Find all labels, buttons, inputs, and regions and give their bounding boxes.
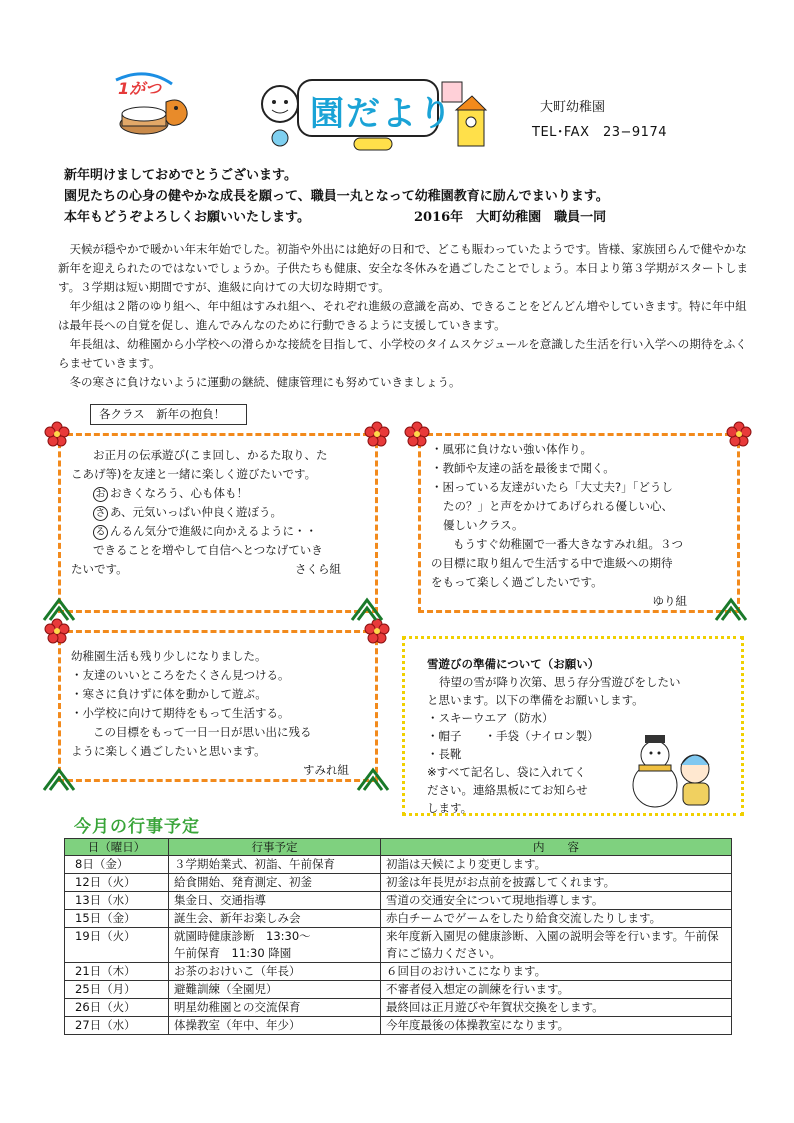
plum-flower-icon [364,421,390,447]
snow-play-notice [402,636,744,816]
schedule-event: 給食開始、発育測定、初釜 [169,874,381,892]
snow-text: 待望の雪が降り次第、思う存分雪遊びをしたい [439,675,681,689]
schedule-content: 最終回は正月遊びや年賀状交換をします。 [381,999,732,1017]
sakura-text: できることを増やして自信へとつなげていき [93,543,323,557]
pine-branch-icon [42,594,76,624]
intro-paragraph: 天候が穏やかで暖かい年末年始でした。初詣や外出には絶好の日和で、どこも賑わっていたようです。皆様、家族団らんで健やかな新年を迎えられたのではないでしょうか。子供たちも健康、安全な冬休みを過ごしたことでしょう。本日より第３学期がスタートします。３学期は短い期間ですが、進級に向けての大切な時期です。 [58,242,748,294]
plum-flower-icon [404,421,430,447]
intro-text [58,240,748,392]
intro-paragraph: 年少組は２階のゆり組へ、年中組はすみれ組へ、それぞれ進級の意識を高め、できることをどんどん増やしていきます。特に年中組は最年長への自覚を促し、進んでみんなのために行動できるように支援していきます。 [58,299,747,332]
pine-branch-icon [350,594,384,624]
yuri-class-box [418,433,740,613]
schedule-title: 今月の行事予定 [74,817,200,837]
school-name: 大町幼稚園 [540,100,606,115]
school-tel: TEL･FAX 23−9174 [532,125,667,140]
sumire-text: この目標をもって一日一日が思い出に残る [93,725,312,739]
snow-item: ・長靴 [427,747,462,761]
schedule-event: 就園時健康診断 13:30〜 午前保育 11:30 降園 [169,928,381,963]
sakura-mark: お [93,487,108,502]
sakura-goal-text: あ、元気いっぱい仲良く遊ぼう。 [110,505,283,519]
schedule-date: 8日（金） [65,856,169,874]
schedule-content: 初釜は年長児がお点前を披露してくれます。 [381,874,732,892]
month-badge-text: 1がつ [118,79,162,98]
yuri-bullet-cont: 優しいクラス。 [443,518,524,532]
pine-branch-icon [714,594,748,624]
yuri-text: をもって楽しく過ごしたいです。 [431,575,603,589]
newsletter-title-logo [258,76,488,156]
table-row [65,1017,732,1035]
schedule-header-date: 日（曜日） [65,839,169,856]
sumire-class-name: すみれ組 [303,763,349,777]
schedule-table [64,838,732,1035]
schedule-content: 不審者侵入想定の訓練を行います。 [381,981,732,999]
snow-note: ※すべて記名し、袋に入れてく [427,765,586,779]
sakura-goal [71,484,371,503]
table-row [65,856,732,874]
sakura-text: こあげ等)を友達と一緒に楽しく遊びたいです。 [71,467,317,481]
table-row [65,892,732,910]
pine-branch-icon [356,764,390,794]
table-row [65,999,732,1017]
schedule-event: お茶のおけいこ（年長） [169,963,381,981]
yuri-class-name: ゆり組 [652,594,687,608]
snow-note: ださい。連絡黒板にてお知らせ [427,783,588,797]
schedule-content: 今年度最後の体操教室になります。 [381,1017,732,1035]
plum-flower-icon [44,421,70,447]
yuri-bullet: ・風邪に負けない強い体作り。 [431,442,592,456]
schedule-event: 集金日、交通指導 [169,892,381,910]
snow-note: します。 [427,801,473,815]
sumire-class-box [58,630,378,782]
schedule-event: ３学期始業式、初詣、午前保育 [169,856,381,874]
sakura-goal-text: おきくなろう、心も体も！ [110,486,248,500]
schedule-content: 初詣は天候により変更します。 [381,856,732,874]
schedule-date: 19日（火） [65,928,169,963]
greeting-signature: 2016年 大町幼稚園 職員一同 [414,210,607,225]
sakura-goal [71,503,371,522]
schedule-header-content: 内 容 [381,839,732,856]
schedule-date: 27日（水） [65,1017,169,1035]
sumire-bullet: ・小学校に向けて期待をもって生活する。 [71,706,290,720]
yuri-text: の目標に取り組んで生活する中で進級への期待 [431,556,673,570]
greeting-line: 本年もどうぞよろしくお願いいたします。 [64,210,310,225]
schedule-content: 来年度新入園児の健康診断、入園の説明会等を行います。午前保育にご協力ください。 [381,928,732,963]
pine-branch-icon [42,764,76,794]
classes-heading: 各クラス 新年の抱負！ [90,404,247,425]
sakura-goal [71,522,371,541]
sumire-text: ように楽しく過ごしたいと思います。 [71,744,266,758]
snow-text: と思います。以下の準備をお願いします。 [427,693,644,707]
greeting-line: 新年明けましておめでとうございます。 [64,168,297,183]
sakura-text: お正月の伝承遊び(こま回し、かるた取り、た [93,448,328,462]
snow-item: ・スキーウエア（防水） [427,711,554,725]
table-row [65,963,732,981]
schedule-event: 明星幼稚園との交流保育 [169,999,381,1017]
table-row [65,874,732,892]
schedule-date: 13日（水） [65,892,169,910]
plum-flower-icon [726,421,752,447]
sakura-text-end: たいです。 [71,562,128,576]
sumire-bullet: ・友達のいいところをたくさん見つける。 [71,668,290,682]
intro-paragraph: 冬の寒さに負けないように運動の継続、健康管理にも努めていきましょう。 [69,375,461,389]
snowman-icon [625,729,721,811]
sakura-mark: る [93,525,108,540]
schedule-content: 雪道の交通安全について現地指導します。 [381,892,732,910]
table-row [65,928,732,963]
schedule-event: 体操教室（年中、年少） [169,1017,381,1035]
schedule-header-event: 行事予定 [169,839,381,856]
intro-paragraph: 年長組は、幼稚園から小学校への滑らかな接続を目指して、小学校のタイムスケジュールを意識した生活を行い入学への期待をふくらませていきます。 [58,337,747,370]
schedule-event: 誕生会、新年お楽しみ会 [169,910,381,928]
schedule-event: 避難訓練（全園児） [169,981,381,999]
schedule-date: 15日（金） [65,910,169,928]
schedule-date: 26日（火） [65,999,169,1017]
sumire-bullet: ・寒さに負けずに体を動かして遊ぶ。 [71,687,267,701]
new-year-greeting [64,165,744,228]
yuri-bullet: ・困っている友達がいたら「大丈夫?」「どうし [431,480,673,494]
sakura-class-name: さくら組 [295,562,341,576]
snow-notice-title: 雪遊びの準備について（お願い） [427,657,600,671]
yuri-bullet: ・教師や友達の話を最後まで聞く。 [431,461,615,475]
yuri-text: もうすぐ幼稚園で一番大きなすみれ組。３つ [453,537,683,551]
newsletter-title: 園だより [310,94,454,134]
sakura-class-box [58,433,378,613]
sumire-text: 幼稚園生活も残り少しになりました。 [71,649,267,663]
schedule-date: 25日（月） [65,981,169,999]
schedule-date: 21日（木） [65,963,169,981]
schedule-header-row [65,839,732,856]
month-badge [104,72,196,142]
sakura-text [71,560,371,579]
table-row [65,910,732,928]
sakura-goal-text: んるん気分で進級に向かえるように・・ [110,524,317,538]
schedule-date: 12日（火） [65,874,169,892]
schedule-content: ６回目のおけいこになります。 [381,963,732,981]
yuri-bullet-cont: たの？」と声をかけてあげられる優しい心、 [443,499,673,513]
schedule-content: 赤白チームでゲームをしたり給食交流したりします。 [381,910,732,928]
greeting-line: 園児たちの心身の健やかな成長を願って、職員一丸となって幼稚園教育に励んでまいります。 [64,189,609,204]
table-row [65,981,732,999]
snow-item: ・帽子 ・手袋（ナイロン製） [427,729,599,743]
sakura-mark: さ [93,506,108,521]
